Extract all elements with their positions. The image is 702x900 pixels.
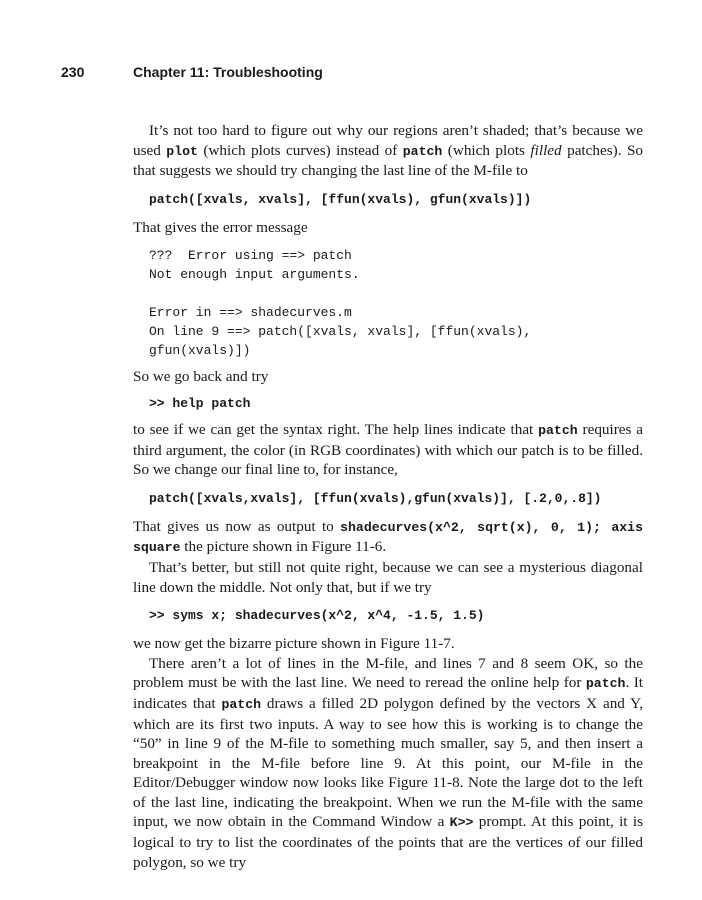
chapter-title: Chapter 11: Troubleshooting bbox=[133, 64, 323, 80]
error-line-2: Not enough input arguments. bbox=[149, 267, 360, 283]
paragraph-3: So we go back and try bbox=[133, 368, 269, 386]
error-line-4: On line 9 ==> patch([xvals, xvals], [ffun(xvals), bbox=[149, 324, 532, 340]
error-line-3: Error in ==> shadecurves.m bbox=[149, 305, 352, 321]
error-message-block bbox=[133, 246, 643, 360]
code-patch-color: patch([xvals,xvals], [ffun(xvals),gfun(xvals)], [.2,0,.8]) bbox=[149, 490, 602, 506]
code-syms-shadecurves: >> syms x; shadecurves(x^2, x^4, -1.5, 1.5) bbox=[149, 608, 485, 624]
paragraph-5: That gives us now as output to shadecurves(x^2, sqrt(x), 0, 1); axis square the picture shown in Figure 11-6. bbox=[133, 517, 644, 556]
paragraph-4: to see if we can get the syntax right. The help lines indicate that patch requires a third argument, the color (in RGB coordinates) with which our patch is to be filled. So we change our final line to, for instance, bbox=[133, 420, 643, 479]
page-number: 230 bbox=[61, 64, 85, 80]
paragraph-6: That’s better, but still not quite right, because we can see a mysterious diagonal line down the middle. Not only that, but if we try bbox=[133, 558, 643, 596]
paragraph-8: There aren’t a lot of lines in the M-file, and lines 7 and 8 seem OK, so the problem must be with the last line. We need to reread the online help for patch. It indicates that patch draws a filled 2D polygon defined by the vectors X and Y, which are its first two inputs. A way to see how this is working is to change the “50” in line 9 of the M-file to something much smaller, say 5, and then insert a breakpoint in the M-file before line 9. At this point, our M-file in the Editor/Debugger window now looks like Figure 11-8. Note the large dot to the left of the last line, indicating the breakpoint. When we run the M-file with the same input, we now obtain in the Command Window a K>> prompt. At this point, it is logical to try to list the coordinates of the points that are the vertices of our filled polygon, so we try bbox=[133, 654, 643, 871]
error-line-1: ??? Error using ==> patch bbox=[149, 248, 352, 264]
paragraph-2: That gives the error message bbox=[133, 218, 308, 236]
code-help-patch: >> help patch bbox=[149, 395, 251, 411]
page-body bbox=[133, 121, 643, 872]
error-line-5: gfun(xvals)]) bbox=[149, 343, 251, 359]
code-patch-first: patch([xvals, xvals], [ffun(xvals), gfun(xvals)]) bbox=[149, 191, 532, 207]
paragraph-7: we now get the bizarre picture shown in Figure 11-7. bbox=[133, 635, 455, 653]
paragraph-1: It’s not too hard to figure out why our regions aren’t shaded; that’s because we used plot (which plots curves) instead of patch (which plots filled patches). So that suggests we should try changing the last line of the M-file to bbox=[133, 122, 643, 180]
